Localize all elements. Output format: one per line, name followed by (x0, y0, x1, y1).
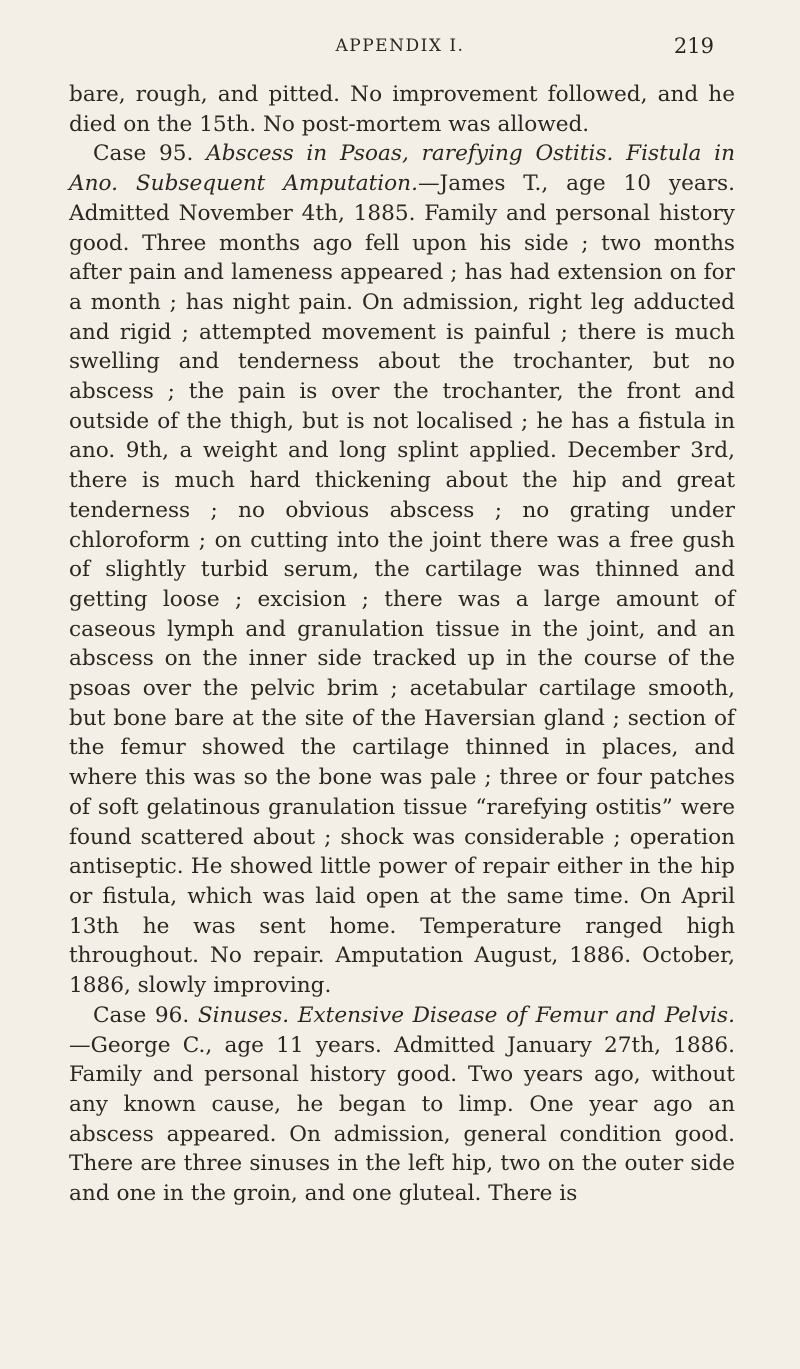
case-96-title: Sinuses. Extensive Disease of Femur and Pelvis. (197, 1002, 735, 1028)
page-number: 219 (673, 34, 714, 58)
page-text (69, 80, 735, 1209)
case-96-text: —George C., age 11 years. Admitted January 27th, 1886. Family and personal history good. Two years ago, without any known cause, he began to limp. One year ago an abscess appeared. On admission, general condition good. There are three sinuses in the left hip, two on the outer side and one in the groin, and one gluteal. There is (69, 1032, 735, 1207)
case-95-title: Abscess in Psoas, rarefying Ostitis. Fistula in Ano. Subsequent Amputation. (69, 141, 735, 197)
case-96-lead: Case 96. (93, 1002, 198, 1028)
case-95-paragraph (69, 139, 735, 1000)
case-95-lead: Case 95. (93, 141, 207, 167)
running-head (0, 34, 800, 64)
case-96-paragraph (69, 1001, 735, 1209)
paragraph-continuation: bare, rough, and pitted. No improvement followed, and he died on the 15th. No post-mortem was allowed. (69, 82, 735, 137)
running-title: APPENDIX I. (335, 36, 465, 56)
case-95-text: —James T., age 10 years. Admitted November 4th, 1885. Family and personal history good. Three months ago fell upon his side ; two months after pain and lameness appeared ; has had extension on for a month ; has night pain. On admission, right leg adducted and rigid ; attempted movement is painful ; there is much swelling and tenderness about the trochanter, but no abscess ; the pain is over the trochanter, the front and outside of the thigh, but is not localised ; he has a fistula in ano. 9th, a weight and long splint applied. December 3rd, there is much hard thickening about the hip and great tenderness ; no obvious abscess ; no grating under chloroform ; on cutting into the joint there was a free gush of slightly turbid serum, the cartilage was thinned and getting loose ; excision ; there was a large amount of caseous lymph and granulation tissue in the joint, and an abscess on the inner side tracked up in the course of the psoas over the pelvic brim ; acetabular cartilage smooth, but bone bare at the site of the Haversian gland ; section of the femur showed the cartilage thinned in places, and where this was so the bone was pale ; three or four patches of soft gelatinous granulation tissue “rarefying ostitis” were found scattered about ; shock was considerable ; operation antiseptic. He showed little power of repair either in the hip or fistula, which was laid open at the same time. On April 13th he was sent home. Temperature ranged high throughout. No repair. Amputation August, 1886. October, 1886, slowly improving. (69, 171, 735, 999)
